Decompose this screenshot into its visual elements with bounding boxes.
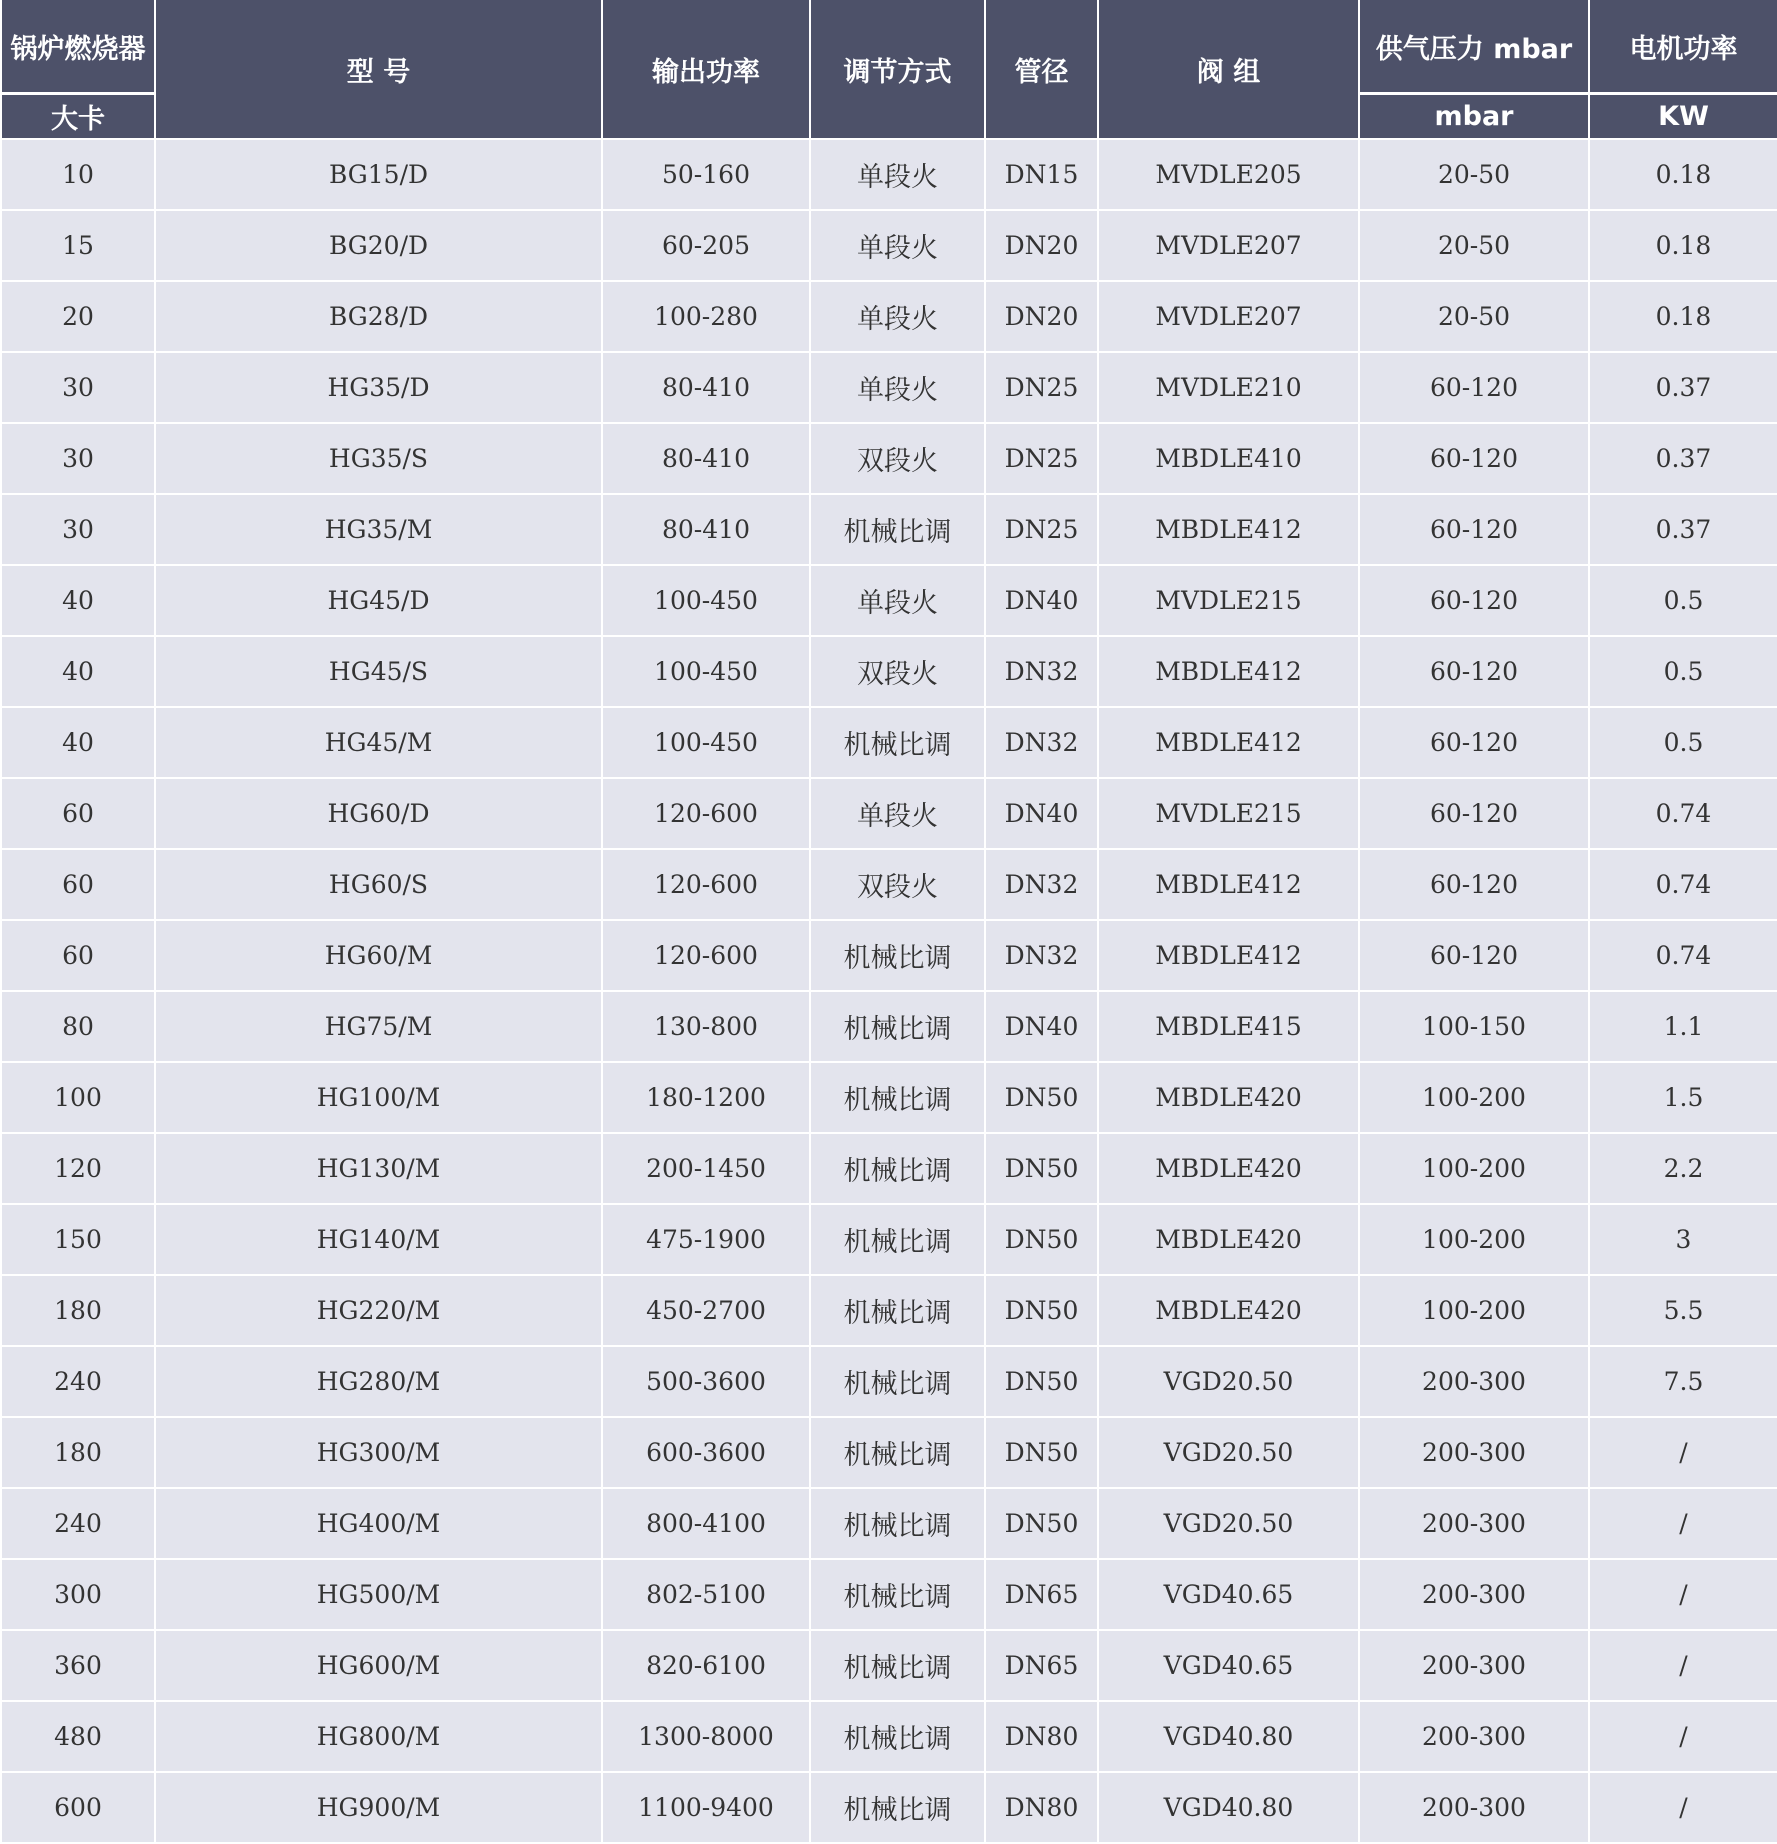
cell-regulation-mode: 机械比调 bbox=[810, 1488, 985, 1559]
cell-output-power: 100-450 bbox=[602, 636, 810, 707]
cell-pipe-diameter: DN20 bbox=[985, 281, 1098, 352]
cell-gas-pressure: 60-120 bbox=[1359, 565, 1589, 636]
cell-model: HG300/M bbox=[155, 1417, 602, 1488]
cell-model: HG900/M bbox=[155, 1772, 602, 1843]
cell-regulation-mode: 机械比调 bbox=[810, 991, 985, 1062]
cell-kcal: 150 bbox=[1, 1204, 155, 1275]
cell-kcal: 100 bbox=[1, 1062, 155, 1133]
cell-kcal: 20 bbox=[1, 281, 155, 352]
cell-kcal: 60 bbox=[1, 849, 155, 920]
cell-kcal: 480 bbox=[1, 1701, 155, 1772]
header-kw-unit: KW bbox=[1589, 94, 1777, 140]
table-row bbox=[1, 1275, 1777, 1346]
cell-gas-pressure: 100-200 bbox=[1359, 1062, 1589, 1133]
cell-gas-pressure: 20-50 bbox=[1359, 281, 1589, 352]
cell-valve-group: MBDLE412 bbox=[1098, 707, 1359, 778]
cell-regulation-mode: 机械比调 bbox=[810, 1275, 985, 1346]
cell-valve-group: MBDLE410 bbox=[1098, 423, 1359, 494]
cell-output-power: 1300-8000 bbox=[602, 1701, 810, 1772]
cell-gas-pressure: 200-300 bbox=[1359, 1417, 1589, 1488]
cell-motor-power: / bbox=[1589, 1772, 1777, 1843]
cell-output-power: 80-410 bbox=[602, 494, 810, 565]
cell-kcal: 30 bbox=[1, 423, 155, 494]
table-row bbox=[1, 707, 1777, 778]
cell-pipe-diameter: DN50 bbox=[985, 1275, 1098, 1346]
cell-valve-group: MVDLE207 bbox=[1098, 210, 1359, 281]
cell-kcal: 60 bbox=[1, 920, 155, 991]
cell-regulation-mode: 机械比调 bbox=[810, 494, 985, 565]
cell-kcal: 80 bbox=[1, 991, 155, 1062]
cell-regulation-mode: 机械比调 bbox=[810, 1133, 985, 1204]
cell-motor-power: 0.5 bbox=[1589, 636, 1777, 707]
cell-model: HG35/D bbox=[155, 352, 602, 423]
header-regulation-mode: 调节方式 bbox=[810, 0, 985, 139]
table-row bbox=[1, 1559, 1777, 1630]
header-kcal-unit: 大卡 bbox=[1, 94, 155, 140]
cell-pipe-diameter: DN65 bbox=[985, 1559, 1098, 1630]
cell-motor-power: / bbox=[1589, 1417, 1777, 1488]
cell-pipe-diameter: DN32 bbox=[985, 849, 1098, 920]
cell-model: BG28/D bbox=[155, 281, 602, 352]
cell-motor-power: 0.5 bbox=[1589, 707, 1777, 778]
cell-gas-pressure: 60-120 bbox=[1359, 849, 1589, 920]
cell-valve-group: VGD40.65 bbox=[1098, 1559, 1359, 1630]
cell-model: HG800/M bbox=[155, 1701, 602, 1772]
cell-valve-group: VGD40.80 bbox=[1098, 1701, 1359, 1772]
cell-regulation-mode: 机械比调 bbox=[810, 920, 985, 991]
cell-valve-group: MBDLE412 bbox=[1098, 849, 1359, 920]
cell-valve-group: MBDLE420 bbox=[1098, 1062, 1359, 1133]
cell-kcal: 15 bbox=[1, 210, 155, 281]
cell-gas-pressure: 100-150 bbox=[1359, 991, 1589, 1062]
cell-output-power: 100-280 bbox=[602, 281, 810, 352]
cell-valve-group: MBDLE420 bbox=[1098, 1204, 1359, 1275]
cell-kcal: 40 bbox=[1, 565, 155, 636]
cell-valve-group: MVDLE215 bbox=[1098, 778, 1359, 849]
cell-motor-power: 0.37 bbox=[1589, 352, 1777, 423]
header-mbar-unit: mbar bbox=[1359, 94, 1589, 140]
cell-model: HG45/D bbox=[155, 565, 602, 636]
cell-gas-pressure: 60-120 bbox=[1359, 920, 1589, 991]
cell-motor-power: 0.18 bbox=[1589, 139, 1777, 210]
table-row bbox=[1, 778, 1777, 849]
cell-pipe-diameter: DN50 bbox=[985, 1346, 1098, 1417]
cell-kcal: 600 bbox=[1, 1772, 155, 1843]
cell-valve-group: MBDLE412 bbox=[1098, 494, 1359, 565]
cell-output-power: 130-800 bbox=[602, 991, 810, 1062]
cell-kcal: 40 bbox=[1, 707, 155, 778]
header-gas-pressure: 供气压力 mbar bbox=[1359, 0, 1589, 94]
cell-kcal: 30 bbox=[1, 352, 155, 423]
table-row bbox=[1, 281, 1777, 352]
header-motor-power: 电机功率 bbox=[1589, 0, 1777, 94]
cell-regulation-mode: 机械比调 bbox=[810, 1701, 985, 1772]
table-row bbox=[1, 1630, 1777, 1701]
cell-output-power: 120-600 bbox=[602, 778, 810, 849]
cell-model: HG60/D bbox=[155, 778, 602, 849]
cell-pipe-diameter: DN40 bbox=[985, 991, 1098, 1062]
cell-model: HG130/M bbox=[155, 1133, 602, 1204]
cell-motor-power: 1.5 bbox=[1589, 1062, 1777, 1133]
cell-output-power: 100-450 bbox=[602, 565, 810, 636]
cell-gas-pressure: 200-300 bbox=[1359, 1630, 1589, 1701]
cell-pipe-diameter: DN25 bbox=[985, 352, 1098, 423]
cell-valve-group: VGD40.65 bbox=[1098, 1630, 1359, 1701]
cell-gas-pressure: 60-120 bbox=[1359, 494, 1589, 565]
cell-motor-power: 5.5 bbox=[1589, 1275, 1777, 1346]
cell-pipe-diameter: DN50 bbox=[985, 1417, 1098, 1488]
cell-motor-power: / bbox=[1589, 1559, 1777, 1630]
cell-gas-pressure: 200-300 bbox=[1359, 1772, 1589, 1843]
cell-motor-power: 0.37 bbox=[1589, 494, 1777, 565]
table-row bbox=[1, 1346, 1777, 1417]
cell-valve-group: VGD40.80 bbox=[1098, 1772, 1359, 1843]
table-row bbox=[1, 849, 1777, 920]
cell-regulation-mode: 单段火 bbox=[810, 352, 985, 423]
cell-model: BG20/D bbox=[155, 210, 602, 281]
cell-kcal: 360 bbox=[1, 1630, 155, 1701]
table-row bbox=[1, 1062, 1777, 1133]
cell-motor-power: 0.74 bbox=[1589, 778, 1777, 849]
cell-kcal: 240 bbox=[1, 1488, 155, 1559]
header-output-power: 输出功率 bbox=[602, 0, 810, 139]
cell-motor-power: 0.74 bbox=[1589, 849, 1777, 920]
cell-model: HG280/M bbox=[155, 1346, 602, 1417]
header-boiler-burner: 锅炉燃烧器 bbox=[1, 0, 155, 94]
cell-motor-power: 1.1 bbox=[1589, 991, 1777, 1062]
cell-valve-group: MVDLE210 bbox=[1098, 352, 1359, 423]
cell-model: HG75/M bbox=[155, 991, 602, 1062]
cell-gas-pressure: 60-120 bbox=[1359, 778, 1589, 849]
cell-output-power: 500-3600 bbox=[602, 1346, 810, 1417]
cell-model: BG15/D bbox=[155, 139, 602, 210]
cell-valve-group: MBDLE420 bbox=[1098, 1133, 1359, 1204]
cell-pipe-diameter: DN65 bbox=[985, 1630, 1098, 1701]
cell-output-power: 50-160 bbox=[602, 139, 810, 210]
cell-pipe-diameter: DN15 bbox=[985, 139, 1098, 210]
table-body bbox=[1, 139, 1777, 1843]
cell-output-power: 450-2700 bbox=[602, 1275, 810, 1346]
table-row bbox=[1, 1204, 1777, 1275]
cell-kcal: 240 bbox=[1, 1346, 155, 1417]
cell-valve-group: MVDLE207 bbox=[1098, 281, 1359, 352]
cell-output-power: 100-450 bbox=[602, 707, 810, 778]
cell-motor-power: / bbox=[1589, 1488, 1777, 1559]
cell-valve-group: MBDLE412 bbox=[1098, 920, 1359, 991]
cell-valve-group: MVDLE215 bbox=[1098, 565, 1359, 636]
cell-motor-power: / bbox=[1589, 1701, 1777, 1772]
cell-pipe-diameter: DN25 bbox=[985, 423, 1098, 494]
cell-model: HG35/S bbox=[155, 423, 602, 494]
cell-pipe-diameter: DN80 bbox=[985, 1701, 1098, 1772]
cell-kcal: 60 bbox=[1, 778, 155, 849]
cell-model: HG400/M bbox=[155, 1488, 602, 1559]
cell-valve-group: MBDLE415 bbox=[1098, 991, 1359, 1062]
cell-model: HG100/M bbox=[155, 1062, 602, 1133]
cell-motor-power: 0.18 bbox=[1589, 281, 1777, 352]
cell-gas-pressure: 200-300 bbox=[1359, 1346, 1589, 1417]
cell-pipe-diameter: DN40 bbox=[985, 778, 1098, 849]
cell-output-power: 1100-9400 bbox=[602, 1772, 810, 1843]
cell-valve-group: VGD20.50 bbox=[1098, 1346, 1359, 1417]
cell-output-power: 60-205 bbox=[602, 210, 810, 281]
cell-output-power: 80-410 bbox=[602, 352, 810, 423]
cell-regulation-mode: 机械比调 bbox=[810, 1062, 985, 1133]
cell-regulation-mode: 机械比调 bbox=[810, 1346, 985, 1417]
cell-motor-power: / bbox=[1589, 1630, 1777, 1701]
cell-valve-group: MVDLE205 bbox=[1098, 139, 1359, 210]
cell-model: HG60/M bbox=[155, 920, 602, 991]
cell-gas-pressure: 20-50 bbox=[1359, 139, 1589, 210]
cell-kcal: 120 bbox=[1, 1133, 155, 1204]
cell-output-power: 802-5100 bbox=[602, 1559, 810, 1630]
cell-pipe-diameter: DN32 bbox=[985, 707, 1098, 778]
cell-model: HG600/M bbox=[155, 1630, 602, 1701]
cell-gas-pressure: 100-200 bbox=[1359, 1133, 1589, 1204]
cell-pipe-diameter: DN50 bbox=[985, 1062, 1098, 1133]
cell-pipe-diameter: DN50 bbox=[985, 1204, 1098, 1275]
cell-valve-group: VGD20.50 bbox=[1098, 1488, 1359, 1559]
cell-output-power: 600-3600 bbox=[602, 1417, 810, 1488]
table-row bbox=[1, 565, 1777, 636]
cell-model: HG60/S bbox=[155, 849, 602, 920]
cell-output-power: 120-600 bbox=[602, 849, 810, 920]
cell-output-power: 820-6100 bbox=[602, 1630, 810, 1701]
cell-gas-pressure: 60-120 bbox=[1359, 636, 1589, 707]
cell-gas-pressure: 200-300 bbox=[1359, 1701, 1589, 1772]
cell-output-power: 80-410 bbox=[602, 423, 810, 494]
cell-valve-group: MBDLE420 bbox=[1098, 1275, 1359, 1346]
table-row bbox=[1, 920, 1777, 991]
table-header bbox=[1, 0, 1777, 139]
cell-motor-power: 0.18 bbox=[1589, 210, 1777, 281]
cell-output-power: 475-1900 bbox=[602, 1204, 810, 1275]
cell-pipe-diameter: DN25 bbox=[985, 494, 1098, 565]
table-row bbox=[1, 1417, 1777, 1488]
table-row bbox=[1, 1772, 1777, 1843]
cell-model: HG140/M bbox=[155, 1204, 602, 1275]
cell-kcal: 10 bbox=[1, 139, 155, 210]
cell-pipe-diameter: DN32 bbox=[985, 636, 1098, 707]
cell-model: HG35/M bbox=[155, 494, 602, 565]
cell-pipe-diameter: DN40 bbox=[985, 565, 1098, 636]
cell-gas-pressure: 60-120 bbox=[1359, 707, 1589, 778]
cell-valve-group: VGD20.50 bbox=[1098, 1417, 1359, 1488]
cell-output-power: 200-1450 bbox=[602, 1133, 810, 1204]
cell-regulation-mode: 双段火 bbox=[810, 423, 985, 494]
cell-regulation-mode: 双段火 bbox=[810, 636, 985, 707]
cell-regulation-mode: 机械比调 bbox=[810, 1417, 985, 1488]
cell-motor-power: 0.5 bbox=[1589, 565, 1777, 636]
cell-kcal: 30 bbox=[1, 494, 155, 565]
header-valve-group: 阀 组 bbox=[1098, 0, 1359, 139]
cell-gas-pressure: 20-50 bbox=[1359, 210, 1589, 281]
cell-pipe-diameter: DN50 bbox=[985, 1488, 1098, 1559]
cell-kcal: 40 bbox=[1, 636, 155, 707]
cell-motor-power: 0.74 bbox=[1589, 920, 1777, 991]
table-row bbox=[1, 636, 1777, 707]
cell-gas-pressure: 100-200 bbox=[1359, 1275, 1589, 1346]
cell-model: HG45/M bbox=[155, 707, 602, 778]
cell-pipe-diameter: DN32 bbox=[985, 920, 1098, 991]
cell-motor-power: 2.2 bbox=[1589, 1133, 1777, 1204]
cell-regulation-mode: 机械比调 bbox=[810, 1630, 985, 1701]
cell-regulation-mode: 单段火 bbox=[810, 139, 985, 210]
cell-kcal: 180 bbox=[1, 1417, 155, 1488]
cell-output-power: 120-600 bbox=[602, 920, 810, 991]
cell-gas-pressure: 100-200 bbox=[1359, 1204, 1589, 1275]
cell-pipe-diameter: DN50 bbox=[985, 1133, 1098, 1204]
cell-regulation-mode: 单段火 bbox=[810, 778, 985, 849]
cell-model: HG500/M bbox=[155, 1559, 602, 1630]
table-row bbox=[1, 1488, 1777, 1559]
cell-gas-pressure: 200-300 bbox=[1359, 1488, 1589, 1559]
table-row bbox=[1, 1701, 1777, 1772]
cell-gas-pressure: 60-120 bbox=[1359, 352, 1589, 423]
cell-pipe-diameter: DN20 bbox=[985, 210, 1098, 281]
cell-regulation-mode: 单段火 bbox=[810, 210, 985, 281]
table-row bbox=[1, 1133, 1777, 1204]
cell-pipe-diameter: DN80 bbox=[985, 1772, 1098, 1843]
cell-gas-pressure: 200-300 bbox=[1359, 1559, 1589, 1630]
cell-regulation-mode: 机械比调 bbox=[810, 1559, 985, 1630]
cell-motor-power: 3 bbox=[1589, 1204, 1777, 1275]
table-row bbox=[1, 423, 1777, 494]
table-row bbox=[1, 139, 1777, 210]
cell-motor-power: 0.37 bbox=[1589, 423, 1777, 494]
table-row bbox=[1, 352, 1777, 423]
cell-gas-pressure: 60-120 bbox=[1359, 423, 1589, 494]
cell-motor-power: 7.5 bbox=[1589, 1346, 1777, 1417]
table-row bbox=[1, 210, 1777, 281]
cell-valve-group: MBDLE412 bbox=[1098, 636, 1359, 707]
header-model: 型 号 bbox=[155, 0, 602, 139]
table-row bbox=[1, 494, 1777, 565]
cell-model: HG220/M bbox=[155, 1275, 602, 1346]
cell-output-power: 800-4100 bbox=[602, 1488, 810, 1559]
cell-kcal: 180 bbox=[1, 1275, 155, 1346]
cell-regulation-mode: 机械比调 bbox=[810, 1204, 985, 1275]
cell-regulation-mode: 单段火 bbox=[810, 281, 985, 352]
cell-output-power: 180-1200 bbox=[602, 1062, 810, 1133]
cell-regulation-mode: 双段火 bbox=[810, 849, 985, 920]
cell-model: HG45/S bbox=[155, 636, 602, 707]
cell-kcal: 300 bbox=[1, 1559, 155, 1630]
table-row bbox=[1, 991, 1777, 1062]
cell-regulation-mode: 单段火 bbox=[810, 565, 985, 636]
header-pipe-diameter: 管径 bbox=[985, 0, 1098, 139]
cell-regulation-mode: 机械比调 bbox=[810, 707, 985, 778]
cell-regulation-mode: 机械比调 bbox=[810, 1772, 985, 1843]
